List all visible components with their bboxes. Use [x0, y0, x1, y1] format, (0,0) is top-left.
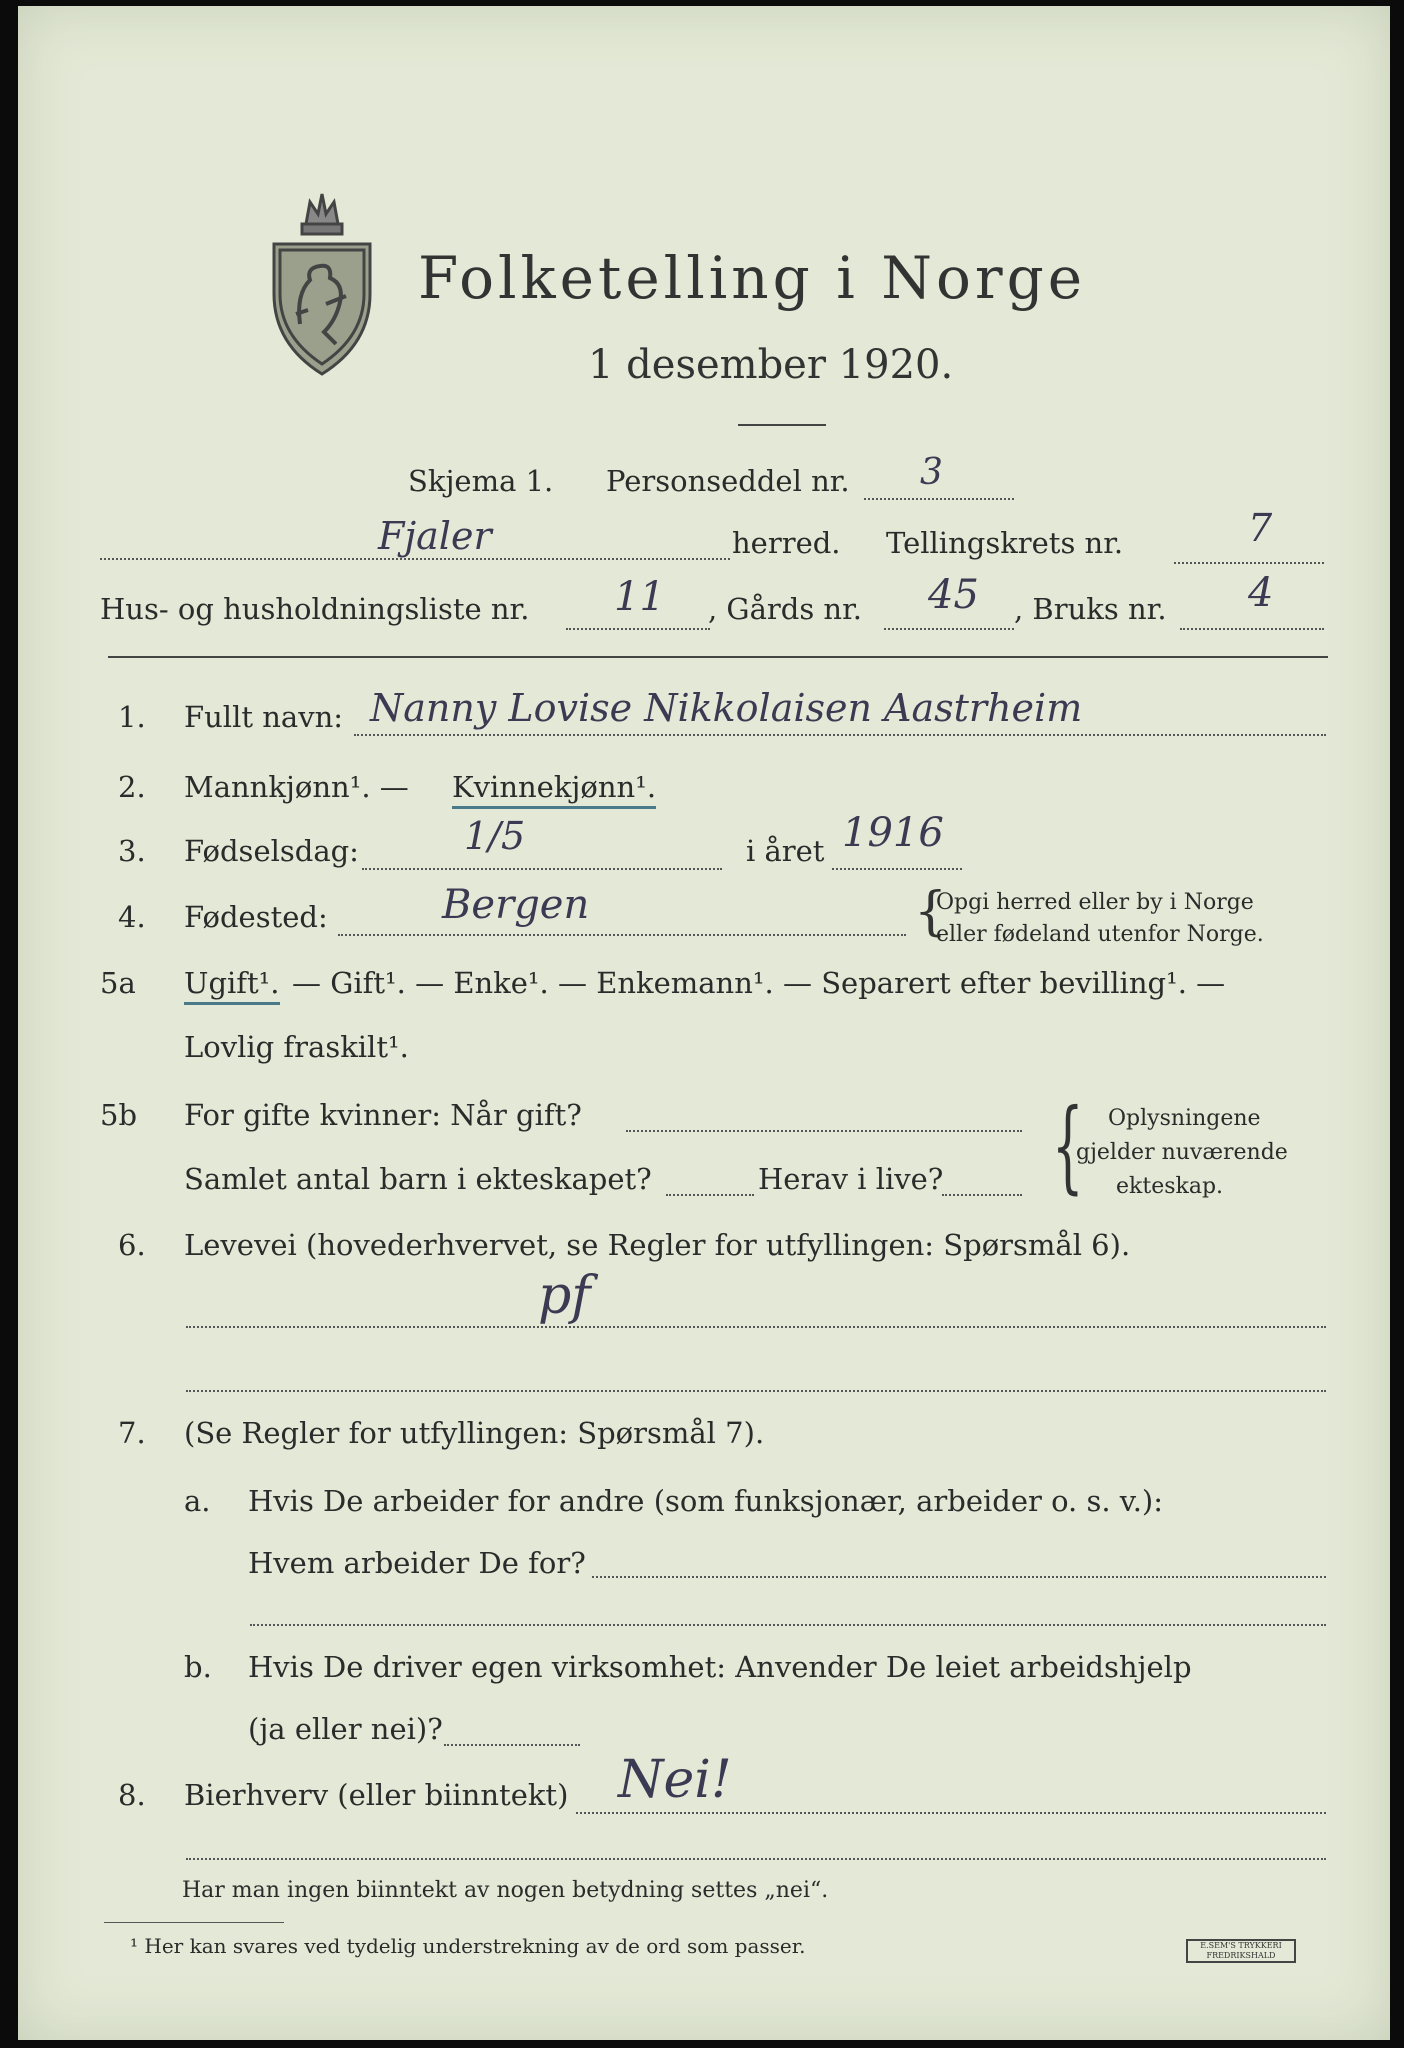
tellingskrets-label: Tellingskrets nr.	[886, 526, 1124, 560]
q7a-line1: Hvis De arbeider for andre (som funksjonær, arbeider o. s. v.):	[248, 1484, 1164, 1518]
gards-value[interactable]: 45	[928, 572, 979, 618]
q7b-line2: (ja eller nei)?	[248, 1712, 443, 1746]
side-income-line-2	[186, 1858, 1326, 1860]
q5b-note-line3: ekteskap.	[1116, 1174, 1224, 1199]
q1-label: Fullt navn:	[184, 700, 344, 734]
marital-other-options[interactable]: — Gift¹. — Enke¹. — Enkemann¹. — Separert efter bevilling¹. —	[292, 966, 1226, 1000]
occupation-line-1	[186, 1326, 1326, 1328]
header-divider	[108, 656, 1328, 658]
q5b-brace: {	[1051, 1087, 1084, 1204]
q5b-number: 5b	[100, 1098, 138, 1132]
employer-line-1	[592, 1576, 1326, 1578]
herred-label: herred.	[732, 526, 841, 560]
printer-stamp: E.SEM'S TRYKKERI FREDRIKSHALD	[1186, 1939, 1296, 1963]
tellingskrets-value[interactable]: 7	[1248, 506, 1273, 550]
footnote-text: ¹ Her kan svares ved tydelig understrekning av de ord som passer.	[130, 1934, 806, 1958]
title-rule	[738, 424, 826, 426]
q1-number: 1.	[118, 700, 146, 734]
q7a-letter: a.	[184, 1484, 211, 1518]
q5b-married-label: For gifte kvinner: Når gift?	[184, 1098, 582, 1132]
personseddel-line	[864, 498, 1014, 500]
q3-number: 3.	[118, 834, 146, 868]
q7b-letter: b.	[184, 1650, 212, 1684]
bruks-label: , Bruks nr.	[1014, 592, 1167, 626]
skjema-label: Skjema 1.	[408, 464, 554, 498]
birthplace-value[interactable]: Bergen	[442, 882, 590, 928]
q1-line	[354, 734, 1326, 736]
gards-label: , Gårds nr.	[708, 592, 862, 626]
employer-line-2	[250, 1624, 1326, 1626]
form-title: Folketelling i Norge	[418, 244, 1087, 312]
bruks-value[interactable]: 4	[1248, 570, 1274, 616]
full-name-value[interactable]: Nanny Lovise Nikkolaisen Aastrheim	[370, 686, 1083, 730]
q5b-children-label: Samlet antal barn i ekteskapet?	[184, 1162, 652, 1196]
q4-number: 4.	[118, 900, 146, 934]
q6-label: Levevei (hovederhvervet, se Regler for utfyllingen: Spørsmål 6).	[184, 1228, 1131, 1262]
q5b-note-line2: gjelder nuværende	[1076, 1140, 1288, 1165]
side-income-value[interactable]: Nei!	[618, 1750, 732, 1810]
marital-ugift-option[interactable]: Ugift¹.	[184, 966, 280, 1005]
hus-line	[566, 628, 710, 630]
occupation-line-2	[186, 1390, 1326, 1392]
gender-female-option[interactable]: Kvinnekjønn¹.	[452, 770, 656, 809]
side-income-line-1	[576, 1812, 1326, 1814]
footnote-rule	[104, 1922, 284, 1923]
q3-label: Fødselsdag:	[184, 834, 359, 868]
hus-value[interactable]: 11	[614, 574, 665, 620]
tellingskrets-line	[1174, 562, 1324, 564]
q8-note: Har man ingen biinntekt av nogen betydning settes „nei“.	[182, 1878, 829, 1903]
gender-male-option[interactable]: Mannkjønn¹. —	[184, 770, 409, 804]
gards-line	[884, 628, 1014, 630]
census-form-sheet	[18, 6, 1390, 2040]
q7-label: (Se Regler for utfyllingen: Spørsmål 7).	[184, 1416, 765, 1450]
birthday-value[interactable]: 1/5	[464, 814, 526, 858]
herred-value[interactable]: Fjaler	[378, 514, 492, 558]
q7b-line1: Hvis De driver egen virksomhet: Anvender De leiet arbeidshjelp	[248, 1650, 1192, 1684]
q8-number: 8.	[118, 1778, 146, 1812]
q2-number: 2.	[118, 770, 146, 804]
year-line	[832, 868, 962, 870]
birthplace-line	[338, 934, 906, 936]
q5b-alive-label: Herav i live?	[758, 1162, 944, 1196]
year-label: i året	[746, 834, 825, 868]
marital-fraskilt-option[interactable]: Lovlig fraskilt¹.	[184, 1030, 409, 1064]
q7-number: 7.	[118, 1416, 146, 1450]
q8-label: Bierhverv (eller biinntekt)	[184, 1778, 569, 1812]
hired-help-line	[444, 1744, 580, 1746]
q4-label: Fødested:	[184, 900, 328, 934]
form-date: 1 desember 1920.	[588, 342, 954, 388]
q5a-number: 5a	[100, 966, 136, 1000]
q5b-note-line1: Oplysningene	[1108, 1106, 1261, 1131]
q4-note-line1: Opgi herred eller by i Norge	[936, 890, 1254, 915]
q7a-line2: Hvem arbeider De for?	[248, 1546, 586, 1580]
norwegian-coat-of-arms-icon	[266, 184, 378, 380]
birthday-line	[362, 868, 722, 870]
occupation-value[interactable]: pf	[538, 1266, 591, 1326]
hus-label: Hus- og husholdningsliste nr.	[100, 592, 530, 626]
herred-line	[100, 558, 730, 560]
q4-brace: {	[914, 882, 948, 942]
bruks-line	[1180, 628, 1324, 630]
q4-note-line2: eller fødeland utenfor Norge.	[936, 922, 1264, 947]
personseddel-value[interactable]: 3	[920, 452, 943, 493]
birth-year-value[interactable]: 1916	[842, 810, 944, 856]
married-when-line	[626, 1130, 1022, 1132]
q6-number: 6.	[118, 1228, 146, 1262]
alive-line	[942, 1194, 1022, 1196]
personseddel-label: Personseddel nr.	[606, 464, 850, 498]
children-line	[666, 1194, 754, 1196]
